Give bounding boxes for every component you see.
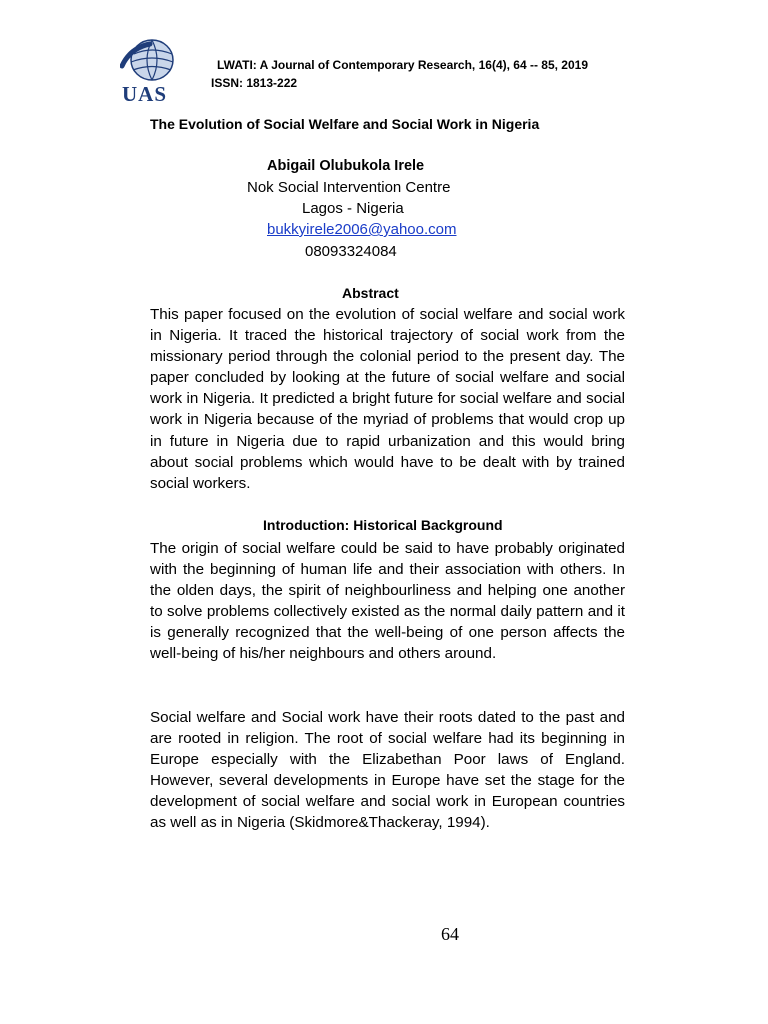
introduction-paragraph-2: Social welfare and Social work have their roots dated to the past and are rooted in religion. The root of social welfare had its beginning in Europe especially with the Elizabethan Poor laws of England. However, several developments in Europe have set the stage for the development of social welfare and social work in European countries as well as in Nigeria (Skidmore&Thackeray, 1994). [150,709,625,832]
abstract-heading: Abstract [342,285,399,301]
introduction-heading: Introduction: Historical Background [263,517,503,533]
journal-issn: ISSN: 1813-222 [211,76,298,90]
journal-citation: LWATI: A Journal of Contemporary Research, 16(4), 64 -- 85, 2019 [217,58,588,72]
introduction-paragraph-1: The origin of social welfare could be said to have probably originated with the beginning of human life and their association with others. In the olden days, the spirit of neighbourliness and helping one another to solve problems collectively existed as the normal daily pattern and it is generally recognized that the well-being of one person affects the well-being of his/her neighbours and others around. [150,540,625,663]
author-name: Abigail Olubukola Irele [267,158,425,174]
abstract-text: This paper focused on the evolution of social welfare and social work in Nigeria. It traced the historical trajectory of social work from the missionary period through the colonial period to the present day. The paper concluded by looking at the future of social welfare and social work in Nigeria. It predicted a bright future for social welfare and social work in Nigeria because of the myriad of problems that would crop up in future in Nigeria due to rapid urbanization and this would bring about social problems which would have to be dealt with by trained social workers. [150,306,625,492]
author-organization: Nok Social Intervention Centre [247,179,451,196]
author-email-link[interactable]: bukkyirele2006@yahoo.com [267,221,457,238]
page-number: 64 [441,924,459,944]
author-phone: 08093324084 [305,243,397,260]
author-location: Lagos - Nigeria [302,200,404,217]
paper-title: The Evolution of Social Welfare and Social Work in Nigeria [150,116,540,132]
journal-logo-text: UAS [122,82,168,106]
